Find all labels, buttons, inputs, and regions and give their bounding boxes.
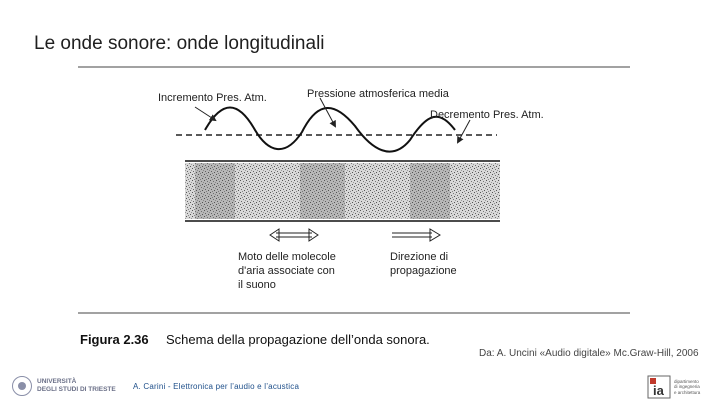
label-pressione-media: Pressione atmosferica media <box>307 88 449 100</box>
department-name-line3: e architettura <box>674 389 701 395</box>
slide-title: Le onde sonore: onde longitudinali <box>34 33 325 54</box>
footer-author: A. Carini - Elettronica per l’audio e l’acustica <box>133 382 300 391</box>
compression-zone-2 <box>300 163 345 219</box>
decremento-arrow <box>458 120 470 142</box>
pressure-wave-curve <box>205 108 455 152</box>
compression-zone-3 <box>410 163 450 219</box>
department-logo <box>647 374 714 400</box>
label-incremento: Incremento Pres. Atm. <box>158 92 267 104</box>
department-name-line1: dipartimento <box>674 378 699 384</box>
compression-zone-1 <box>195 163 235 219</box>
department-name-line2: di ingegneria <box>674 384 700 390</box>
label-moto-line1: Moto delle molecole <box>238 251 336 263</box>
university-seal-icon <box>12 376 32 396</box>
label-direzione-line2: propagazione <box>390 265 457 277</box>
incremento-arrow <box>195 107 215 120</box>
label-direzione-line1: Direzione di <box>390 251 449 263</box>
university-name-line2: DEGLI STUDI DI TRIESTE <box>37 386 116 393</box>
figure-caption-text: Schema della propagazione dell’onda sonora. <box>166 332 430 347</box>
university-name-line1: UNIVERSITÀ <box>37 378 77 385</box>
figure-caption-number: Figura 2.36 <box>80 332 149 347</box>
label-moto-line2: d'aria associate con <box>238 265 335 277</box>
label-moto-line3: il suono <box>238 279 276 291</box>
university-logo <box>12 373 116 399</box>
propagation-arrow-icon <box>392 229 440 241</box>
department-logo-icon <box>647 375 671 399</box>
label-decremento: Decremento Pres. Atm. <box>430 109 544 121</box>
pressione-media-arrow <box>320 98 335 126</box>
svg-text:ia: ia <box>653 383 664 398</box>
bidirectional-arrow-icon <box>270 229 318 241</box>
source-citation: Da: A. Uncini «Audio digitale» Mc.Graw-Hill, 2006 <box>479 348 699 359</box>
